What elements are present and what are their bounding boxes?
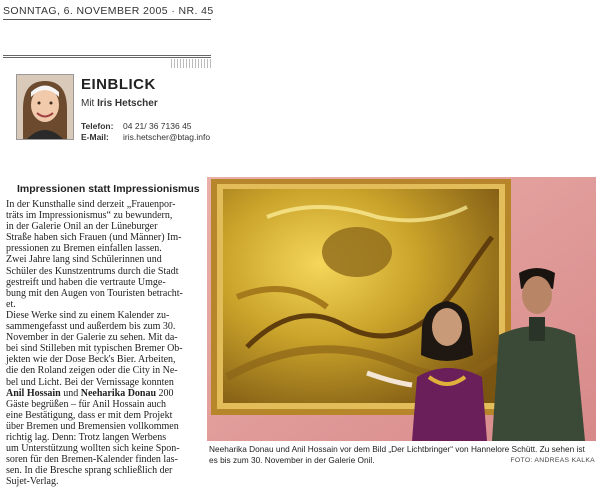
caption-text: Neeharika Donau und Anil Hossain vor dem Bild „Der Lichtbringer“ von Hannelore Schütt. Zu sehen ist es bis zum 30. November in der Galerie Onil. [209, 444, 585, 465]
text-line: sammengefasst und außerdem bis zum 30. [6, 321, 176, 333]
text-line: bei sind Stilleben mit typischen Bremer Ob- [6, 343, 183, 355]
person-name: Neeharika Donau [80, 387, 157, 399]
text-line: Diese Werke sind zu einem Kalender zu- [6, 309, 170, 321]
email-value: iris.hetscher@btag.info [123, 132, 211, 142]
person-name: Anil Hossain [6, 387, 61, 399]
article-photo [207, 177, 596, 441]
text-line: gestreift und haben die vertraute Umge- [6, 276, 166, 288]
text-line: jekten wie der Dose Beck's Bier. Arbeiten, [6, 354, 176, 366]
text-line: Straße haben sich Frauen (und Männer) Im- [6, 232, 182, 244]
phone-value: 04 21/ 36 7136 45 [123, 121, 192, 131]
text-line: über Bremen und Bremensien vollkommen [6, 420, 179, 432]
text-line: soren für den Bremen-Kalender finden las- [6, 454, 178, 466]
text-line: um Unterstützung wollten sich keine Spon- [6, 443, 180, 455]
text-line: Gäste begrüßen – für Anil Hossain auch [6, 398, 166, 410]
article-headline: Impressionen statt Impressionismus [17, 183, 200, 195]
text-line [6, 388, 199, 399]
photo-caption [209, 444, 595, 466]
text-line: die den Roland zeigen oder die City in Ne- [6, 365, 178, 377]
text-line: et. [6, 298, 16, 310]
email-label: E-Mail: [81, 132, 109, 142]
text-fragment: 200 [158, 387, 174, 399]
author-portrait [16, 74, 74, 140]
text-line: sen. In die Bresche sprang schließlich der [6, 465, 173, 477]
text-line: In der Kunsthalle sind derzeit „Frauenpor- [6, 199, 176, 210]
text-line: richtig lag. Denn: Trotz langen Werbens [6, 431, 167, 443]
conjunction: und [63, 387, 79, 399]
photo-credit: FOTO: ANDREAS KALKA [510, 456, 595, 464]
top-rule [3, 19, 211, 20]
byline-name: Iris Hetscher [97, 98, 158, 109]
text-line: Zwei Jahre lang sind Schülerinnen und [6, 254, 162, 266]
text-line: Schüler des Kunstzentrums durch die Stadt [6, 265, 179, 277]
text-line: bung mit den Augen von Touristen betracht- [6, 287, 183, 299]
paragraph-1 [6, 199, 199, 310]
text-line: träts im Impressionismus“ zu bewundern, [6, 210, 173, 222]
text-line: pressionen zu Bremen einfallen lassen. [6, 243, 162, 255]
text-line: November in der Galerie zu sehen. Mit da- [6, 332, 178, 344]
column-header [3, 55, 211, 150]
text-line: eine Bestätigung, dass er mit dem Projekt [6, 409, 173, 421]
dateline: SONNTAG, 6. NOVEMBER 2005 · NR. 45 [3, 5, 214, 17]
paragraph-2 [6, 310, 199, 487]
column-title: EINBLICK [81, 76, 156, 93]
text-line: bel und Licht. Bei der Vernissage konnten [6, 376, 174, 388]
byline-prefix: Mit [81, 98, 95, 109]
decorative-hatch [171, 59, 211, 68]
text-line: in der Galerie Onil an der Lüneburger [6, 221, 158, 233]
phone-label: Telefon: [81, 121, 114, 131]
contact-block [81, 121, 210, 143]
text-line: Sujet-Verlag. [6, 476, 59, 487]
article-body [6, 199, 199, 487]
byline [81, 98, 158, 109]
